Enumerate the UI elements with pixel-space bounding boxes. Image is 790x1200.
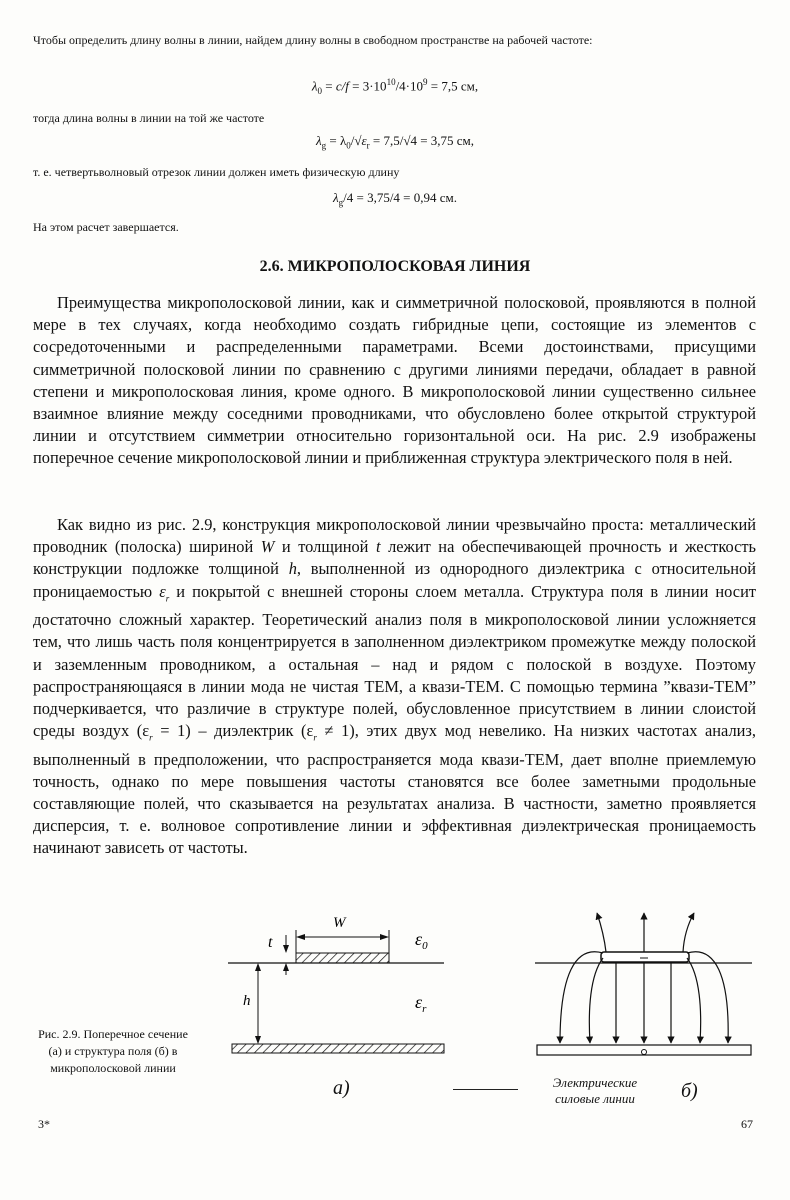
- intro-text-4: На этом расчет завершается.: [33, 220, 179, 234]
- field-line-up-left: [597, 913, 606, 952]
- formula-lambda0: $\lambda_0 = c/f = 3\cdot 10^{10}/4\cdot 10^9 = 7,5$ см,: [311, 77, 479, 96]
- field-line-fringe-right: [687, 952, 728, 1043]
- signature-mark: 3*: [38, 1117, 50, 1131]
- figure-label-a: а): [333, 1077, 350, 1099]
- figure-legend: Электрические силовые линии: [552, 1075, 638, 1106]
- section-heading: 2.6. МИКРОПОЛОСКОВАЯ ЛИНИЯ: [259, 258, 531, 275]
- label-t: t: [268, 934, 273, 951]
- label-h: h: [243, 993, 251, 1009]
- label-W: W: [333, 915, 346, 931]
- figure-caption: Рис. 2.9. Поперечное сечение (а) и структура поля (б) в микрополосковой линии: [38, 1027, 188, 1075]
- field-strip: [601, 952, 689, 962]
- legend-sample-line: [453, 1089, 518, 1090]
- intro-text-3: т. е. четвертьволновый отрезок линии должен иметь физическую длину: [33, 165, 400, 179]
- label-epsr: $\varepsilon_r$: [415, 992, 427, 1015]
- formula-quarter-wave: $\lambda_g/4 = 3,75/4 = 0,94$ см.: [332, 190, 458, 208]
- intro-text-2: тогда длина волны в линии на той же частоте: [33, 111, 265, 125]
- field-line-edge-right: [687, 958, 701, 1043]
- formula-lambda-g: $\lambda_g = \lambda_0/√\varepsilon_r = 7,5/√4 = 3,75$ см,: [315, 133, 475, 151]
- paragraph-2: Как видно из рис. 2.9, конструкция микрополосковой линии чрезвычайно проста: металлический проводник (полоска) шириной W и толщиной t лежит на обеспечивающей прочность и жесткость конструкции подложке толщиной h, выполненной из однородного диэлектрика с относительной проницаемостью $\varepsilon_r$ и покрытой с внешней стороны слоем металла. Структура поля в линии носит достаточно сложный характер. Теоретический анализ поля в микрополосковой линии усложняется тем, что лишь часть поля концентрируется в заполненном диэлектриком промежутке между полоской и заземленным проводником, а остальная – над и рядом с полоской в воздухе. Поэтому распространяющаяся в линии мода не чистая ТЕМ, а квази-ТЕМ. С помощью термина ”квази-ТЕМ” подчеркивается, что различие в структуре полей, обусловленное присутствием в линии слоистой среды воздух $(\varepsilon_r = 1)$ – диэлектрик $(\varepsilon_r \ne 1)$, этих двух мод невелико. На низких частотах анализ, выполненный в предположении, что распространяется мода квази-ТЕМ, дает вполне приемлемую точность, однако по мере повышения частоты становятся все более заметными продольные составляющие полей, что сказывается на результатах анализа. В частности, заметно проявляется дисперсия, т. е. волновое сопротивление линии и эффективная диэлектрическая проницаемость начинают зависеть от частоты.: [33, 515, 756, 858]
- intro-text-1: Чтобы определить длину волны в линии, найдем длину волны в свободном пространстве на рабочей частоте:: [33, 33, 593, 47]
- field-line-edge-left: [589, 958, 603, 1043]
- field-line-up-right: [683, 913, 694, 952]
- ground-center-mark: [642, 1050, 647, 1055]
- field-line-fringe-left: [560, 952, 603, 1043]
- paragraph-1: Преимущества микрополосковой линии, как и симметричной полосковой, проявляются в полной мере в тех случаях, когда необходимо создать гибридные цепи, состоящие из элементов с сосредоточенными и распределенными параметрами. Всеми достоинствами, присущими симметричной полосковой линии по сравнению с другими линиями передачи, обладает в равной степени и микрополосковая линия, кроме одного. В микрополосковой линии существенно сильнее взаимное влияние между соседними проводниками, что обусловлено более открытой структурой линии и отсутствием симметрии относительно горизонтальной оси. На рис. 2.9 изображены поперечное сечение микрополосковой линии и приближенная структура электрического поля в ней.: [33, 293, 756, 468]
- page-number: 67: [741, 1117, 753, 1131]
- label-eps0: $\varepsilon_0$: [415, 929, 428, 952]
- figure-label-b: б): [681, 1080, 698, 1102]
